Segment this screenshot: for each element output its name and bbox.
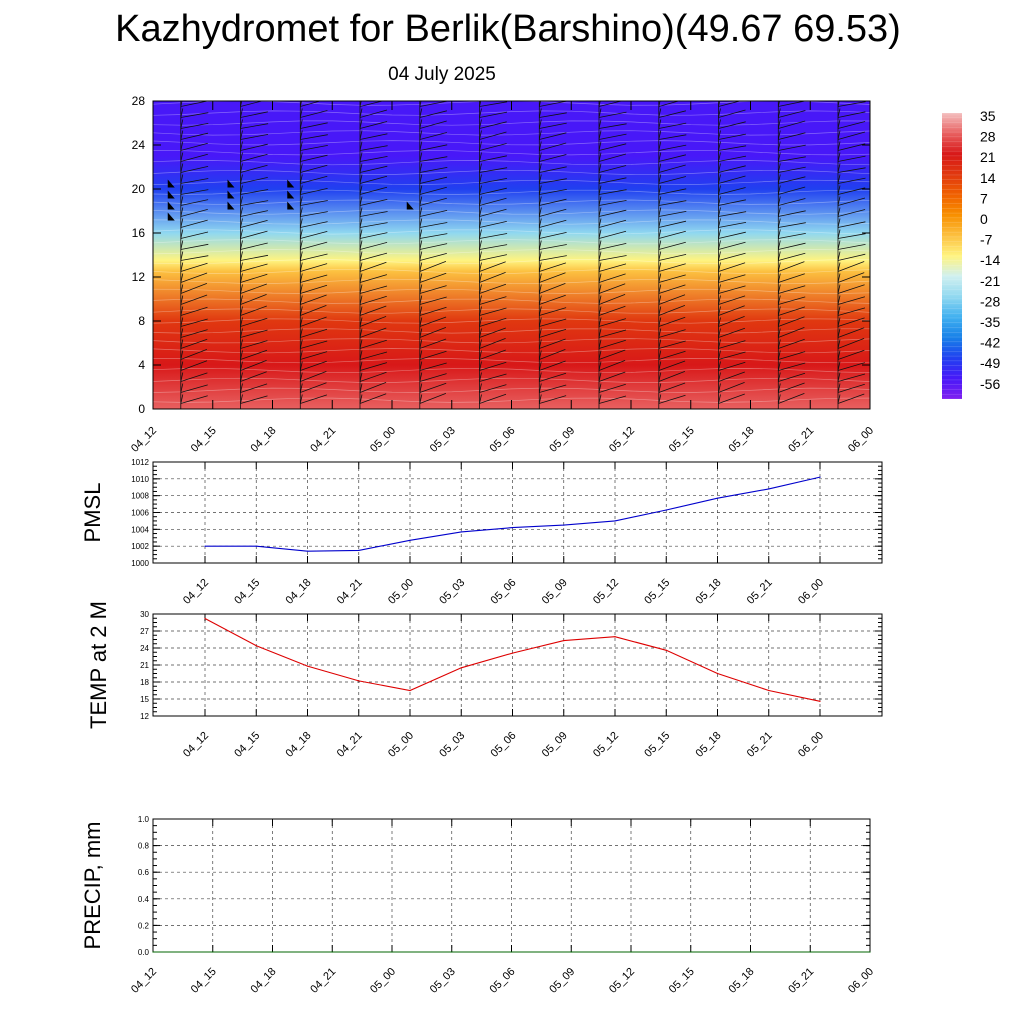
- data-point: [666, 509, 667, 510]
- y-tick-label: 21: [140, 661, 149, 670]
- y-tick-label: 1.0: [137, 815, 149, 824]
- x-tick-label: 05_00: [386, 576, 417, 607]
- x-tick-label: 04_18: [283, 576, 314, 607]
- data-point: [512, 653, 513, 654]
- colorbar-label: 28: [980, 128, 996, 145]
- data-point: [152, 951, 153, 952]
- y-tick-label: 1002: [131, 542, 149, 552]
- data-point: [768, 488, 769, 489]
- x-tick-label: 05_18: [693, 729, 724, 760]
- x-tick-label: 05_15: [642, 576, 673, 607]
- data-point: [307, 551, 308, 552]
- x-tick-label: 05_03: [427, 965, 458, 996]
- x-tick-label: 04_18: [248, 965, 279, 996]
- data-point: [666, 650, 667, 651]
- x-tick-label: 05_06: [487, 424, 518, 455]
- y-tick-label: 0.6: [137, 868, 149, 878]
- y-tick-label: 1008: [131, 491, 149, 501]
- colorbar-label: 21: [980, 149, 996, 166]
- y-axis-label: PRECIP, mm: [80, 821, 105, 950]
- data-point: [630, 951, 631, 952]
- data-point: [204, 546, 205, 547]
- x-tick-label: 04_15: [188, 424, 219, 455]
- x-tick-label: 04_21: [334, 576, 365, 607]
- colorbar-label: -21: [980, 272, 1001, 289]
- data-point: [750, 951, 751, 952]
- y-tick-label: 1004: [131, 525, 149, 535]
- y-tick-label: 1012: [131, 458, 149, 467]
- y-tick-label: 15: [140, 695, 149, 704]
- data-point: [512, 527, 513, 528]
- y-tick-label: 8: [138, 314, 145, 328]
- y-tick-label: 30: [140, 610, 149, 619]
- data-point: [768, 690, 769, 691]
- colorbar-label: 0: [980, 211, 988, 227]
- data-point: [204, 618, 205, 619]
- data-point: [409, 690, 410, 691]
- y-tick-label: 20: [131, 182, 145, 196]
- data-point: [819, 701, 820, 702]
- x-tick-label: 05_09: [547, 424, 578, 455]
- x-tick-label: 04_12: [129, 965, 160, 996]
- data-point: [451, 951, 452, 952]
- colorbar-label: -7: [980, 231, 993, 248]
- y-tick-label: 4: [138, 358, 145, 372]
- y-tick-label: 0: [138, 402, 145, 416]
- x-tick-label: 05_15: [642, 729, 673, 760]
- x-tick-label: 05_00: [386, 729, 417, 760]
- x-tick-label: 04_12: [181, 576, 212, 607]
- colorbar-label: -56: [980, 375, 1001, 392]
- colorbar-label: -28: [980, 293, 1001, 310]
- x-tick-label: 05_15: [666, 424, 697, 455]
- y-tick-label: 28: [131, 94, 145, 108]
- x-tick-label: 05_21: [786, 965, 817, 996]
- data-point: [614, 520, 615, 521]
- colorbar-label: -42: [980, 334, 1001, 351]
- colorbar-label: -14: [980, 252, 1001, 269]
- x-tick-label: 05_21: [744, 576, 775, 607]
- data-point: [461, 531, 462, 532]
- x-tick-label: 05_00: [368, 965, 399, 996]
- y-tick-label: 0.2: [137, 921, 149, 931]
- x-tick-label: 05_06: [488, 576, 519, 607]
- x-tick-label: 04_18: [248, 424, 279, 455]
- x-tick-label: 05_21: [744, 729, 775, 760]
- data-point: [409, 540, 410, 541]
- page-title: Kazhydromet for Berlik(Barshino)(49.67 69.53): [115, 8, 901, 50]
- x-tick-label: 05_03: [437, 729, 468, 760]
- x-tick-label: 05_09: [547, 965, 578, 996]
- x-tick-label: 05_18: [726, 965, 757, 996]
- precip-chart: [80, 815, 876, 996]
- x-tick-label: 04_15: [232, 729, 263, 760]
- y-tick-label: 12: [140, 712, 149, 721]
- y-tick-label: 24: [131, 138, 145, 152]
- y-tick-label: 16: [131, 226, 145, 240]
- data-point: [358, 550, 359, 551]
- data-point: [391, 951, 392, 952]
- data-point: [819, 477, 820, 478]
- x-tick-label: 04_18: [283, 729, 314, 760]
- x-tick-label: 05_09: [539, 576, 570, 607]
- y-axis-label: PMSL: [80, 482, 105, 543]
- x-tick-label: 06_00: [796, 576, 827, 607]
- data-point: [511, 951, 512, 952]
- x-tick-label: 04_21: [308, 965, 339, 996]
- colorbar-label: -49: [980, 355, 1001, 372]
- x-tick-label: 06_00: [796, 729, 827, 760]
- x-tick-label: 05_09: [539, 729, 570, 760]
- x-tick-label: 05_06: [488, 729, 519, 760]
- y-tick-label: 1006: [131, 508, 149, 518]
- x-tick-label: 05_00: [368, 424, 399, 455]
- y-tick-label: 18: [140, 678, 149, 687]
- y-tick-label: 27: [140, 627, 149, 636]
- colorbar-label: 35: [980, 108, 996, 124]
- y-axis-label: TEMP at 2 M: [86, 601, 111, 729]
- x-tick-label: 05_03: [427, 424, 458, 455]
- x-tick-label: 06_00: [846, 965, 877, 996]
- y-tick-label: 12: [131, 270, 145, 284]
- data-point: [563, 640, 564, 641]
- colorbar-label: -35: [980, 314, 1001, 330]
- x-tick-label: 04_12: [129, 424, 160, 455]
- data-point: [810, 951, 811, 952]
- colorbar-label: 7: [980, 190, 988, 207]
- x-tick-label: 04_15: [232, 576, 263, 607]
- data-point: [307, 666, 308, 667]
- x-tick-label: 04_15: [188, 965, 219, 996]
- x-tick-label: 05_15: [666, 965, 697, 996]
- y-tick-label: 0.4: [137, 894, 149, 904]
- data-point: [256, 645, 257, 646]
- data-point: [869, 951, 870, 952]
- pmsl-chart: [80, 458, 882, 607]
- x-tick-label: 05_12: [607, 424, 638, 455]
- colorbar-label: 14: [980, 169, 996, 186]
- data-point: [461, 667, 462, 668]
- data-point: [563, 525, 564, 526]
- x-tick-label: 05_12: [591, 729, 622, 760]
- y-tick-label: 0.8: [137, 841, 149, 851]
- y-tick-label: 1000: [131, 559, 149, 568]
- data-point: [212, 951, 213, 952]
- x-tick-label: 04_21: [334, 729, 365, 760]
- data-point: [571, 951, 572, 952]
- data-point: [358, 680, 359, 681]
- y-tick-label: 24: [140, 644, 149, 653]
- x-tick-label: 05_12: [607, 965, 638, 996]
- y-tick-label: 0.0: [137, 948, 149, 957]
- x-tick-label: 05_18: [726, 424, 757, 455]
- page-subtitle: 04 July 2025: [388, 64, 496, 85]
- data-point: [272, 951, 273, 952]
- x-tick-label: 05_12: [591, 576, 622, 607]
- x-tick-label: 06_00: [846, 424, 877, 455]
- data-point: [332, 951, 333, 952]
- x-tick-label: 05_03: [437, 576, 468, 607]
- data-point: [256, 546, 257, 547]
- y-tick-label: 1010: [131, 474, 149, 484]
- data-point: [614, 636, 615, 637]
- temp-2m-chart: [86, 601, 882, 760]
- x-tick-label: 05_18: [693, 576, 724, 607]
- x-tick-label: 04_12: [181, 729, 212, 760]
- x-tick-label: 04_21: [308, 424, 339, 455]
- data-point: [717, 673, 718, 674]
- data-point: [717, 498, 718, 499]
- x-tick-label: 05_21: [786, 424, 817, 455]
- data-point: [690, 951, 691, 952]
- x-tick-label: 05_06: [487, 965, 518, 996]
- vertical-profile-chart: [129, 94, 876, 455]
- colorbar: [942, 108, 1000, 399]
